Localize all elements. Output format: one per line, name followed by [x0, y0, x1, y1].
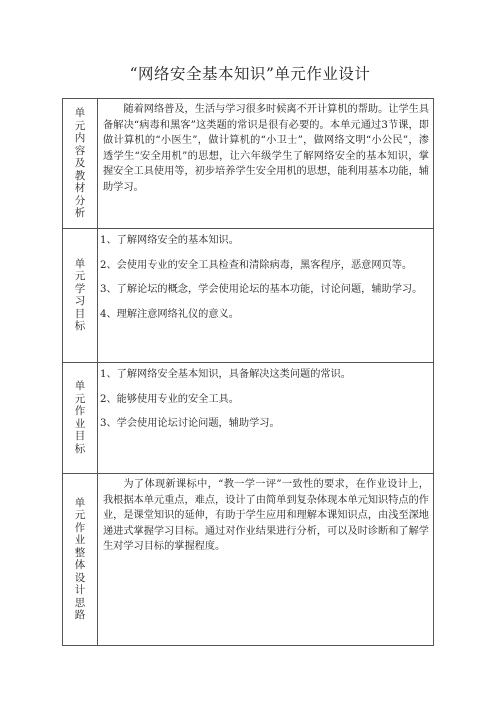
design-approach-cell [98, 474, 434, 646]
list-item: 3、了解论坛的概念，学会使用论坛的基本功能，讨论问题，辅助学习。 [100, 284, 423, 296]
row-header-learning-goals [63, 229, 98, 363]
table-row-content-analysis [63, 99, 434, 229]
list-item: 4、理解注意网络礼仪的意义。 [100, 308, 239, 320]
row-header-content-analysis [63, 99, 98, 229]
row-header-label: 单元内容及教材分析 [74, 107, 86, 219]
list-item: 2、能够使用专业的安全工具。 [100, 393, 239, 405]
table-row-learning-goals [63, 229, 434, 363]
unit-plan-table [62, 98, 434, 646]
list-item: 2、会使用专业的安全工具检查和清除病毒，黑客程序，恶意网页等。 [100, 259, 413, 271]
list-item: 3、学会使用论坛讨论问题，辅助学习。 [100, 418, 280, 430]
row-header-assignment-goals [63, 363, 98, 474]
list-item: 1、了解网络安全基本知识，具备解决这类问题的常识。 [100, 369, 351, 380]
content-analysis-text: 随着网络普及，生活与学习很多时候离不开计算机的帮助。让学生具备解决“病毒和黑客”这类题的常识是很有必要的。本单元通过3节课，即做计算机的“小医生”，做计算机的“小卫士”，做网络文明“小公民”，渗透学生“安全用机”的思想，让六年级学生了解网络安全的基本知识，掌握安全工具使用等，初步培养学生安全用机的思想，能利用基本功能，辅助学习。 [103, 104, 430, 193]
design-approach-text: 为了体现新课标中，“教一学一评”一致性的要求，在作业设计上，我根据本单元重点，难点，设计了由简单到复杂体现本单元知识特点的作业，是课堂知识的延伸，有助于学生应用和理解本课知识点，由浅至深地递进式掌握学习目标。通过对作业结果进行分析，可以及时诊断和了解学生对学习目标的掌握程度。 [103, 479, 429, 553]
list-item: 1、了解网络安全的基本知识。 [100, 235, 239, 246]
table-row-design-approach [63, 474, 434, 646]
row-header-label: 单元作业目标 [74, 380, 86, 455]
row-header-label: 单元学习目标 [74, 257, 86, 333]
row-header-design-approach [63, 474, 98, 646]
page-title: “网络安全基本知识”单元作业设计 [129, 65, 371, 83]
row-header-label: 单元作业整体设计思路 [74, 496, 86, 622]
learning-goals-cell [98, 229, 434, 363]
content-analysis-cell [98, 99, 434, 229]
assignment-goals-cell [98, 363, 434, 474]
table-row-assignment-goals [63, 363, 434, 474]
